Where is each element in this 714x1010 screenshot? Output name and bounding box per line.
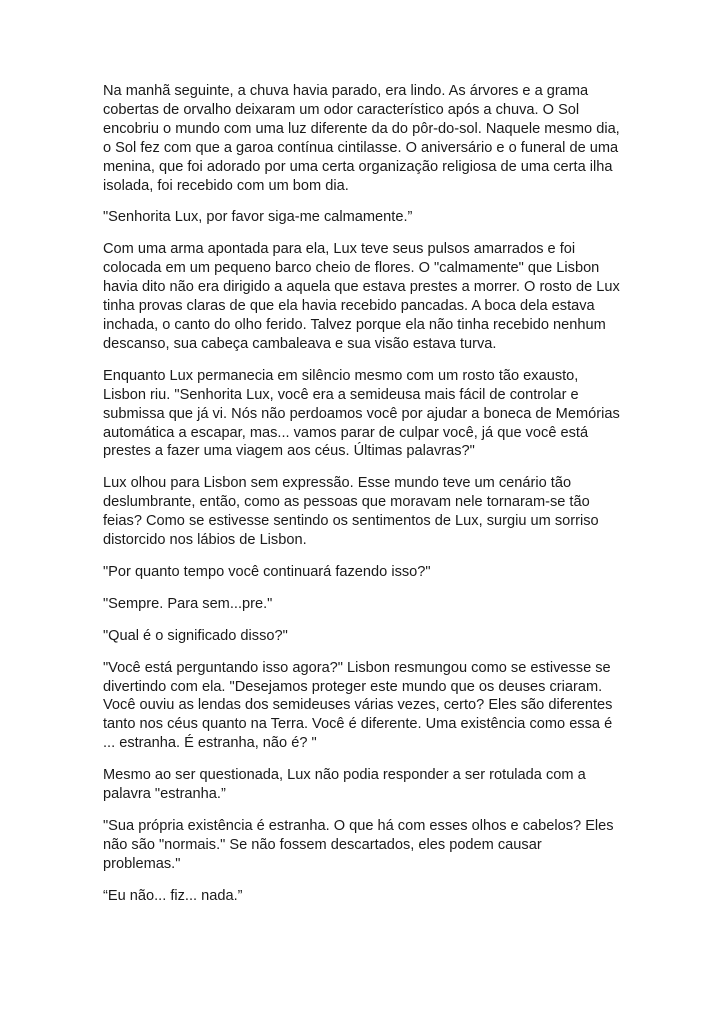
paragraph-5: Lux olhou para Lisbon sem expressão. Esse mundo teve um cenário tão deslumbrante, então, como as pessoas que moravam nele tornaram-se tão feias? Como se estivesse sentindo os sentimentos de Lux, surgiu um sorriso distorcido nos lábios de Lisbon. — [103, 475, 599, 549]
paragraph-12: “Eu não... fiz... nada.” — [103, 887, 243, 904]
document-page — [103, 82, 623, 919]
paragraph-6: "Por quanto tempo você continuará fazendo isso?" — [103, 563, 431, 580]
paragraph-9: "Você está perguntando isso agora?" Lisbon resmungou como se estivesse se divertindo com ela. "Desejamos proteger este mundo que os deuses criaram. Você ouviu as lendas dos semideuses várias vezes, certo? Eles são diferentes tanto nos céus quanto na Terra. Você é diferente. Uma existência como essa é ... estranha. É estranha, não é? " — [103, 659, 613, 752]
paragraph-1: Na manhã seguinte, a chuva havia parado, era lindo. As árvores e a grama cobertas de orvalho deixaram um odor característico após a chuva. O Sol encobriu o mundo com uma luz diferente da do pôr-do-sol. Naquele mesmo dia, o Sol fez com que a garoa contínua cintilasse. O aniversário e o funeral de uma menina, que foi adorado por uma certa organização religiosa de uma certa ilha isolada, foi recebido com um bom dia. — [103, 83, 620, 194]
paragraph-10: Mesmo ao ser questionada, Lux não podia responder a ser rotulada com a palavra "estranha.” — [103, 767, 586, 803]
paragraph-11: "Sua própria existência é estranha. O que há com esses olhos e cabelos? Eles não são "normais." Se não fossem descartados, eles podem causar problemas." — [103, 818, 614, 872]
paragraph-2: "Senhorita Lux, por favor siga-me calmamente.” — [103, 209, 413, 226]
paragraph-4: Enquanto Lux permanecia em silêncio mesmo com um rosto tão exausto, Lisbon riu. "Senhorita Lux, você era a semideusa mais fácil de controlar e submissa que já vi. Nós não perdoamos você por ajudar a boneca de Memórias automática a escapar, mas... vamos parar de culpar você, já que você está prestes a fazer uma viagem aos céus. Últimas palavras?" — [103, 367, 620, 460]
paragraph-8: "Qual é o significado disso?" — [103, 627, 288, 644]
paragraph-7: "Sempre. Para sem...pre." — [103, 595, 273, 612]
paragraph-3: Com uma arma apontada para ela, Lux teve seus pulsos amarrados e foi colocada em um pequeno barco cheio de flores. O "calmamente" que Lisbon havia dito não era dirigido a aquela que estava prestes a morrer. O rosto de Lux tinha provas claras de que ela havia recebido pancadas. A boca dela estava inchada, o canto do olho ferido. Talvez porque ela não tinha recebido nenhum descanso, sua cabeça cambaleava e sua visão estava turva. — [103, 241, 620, 352]
